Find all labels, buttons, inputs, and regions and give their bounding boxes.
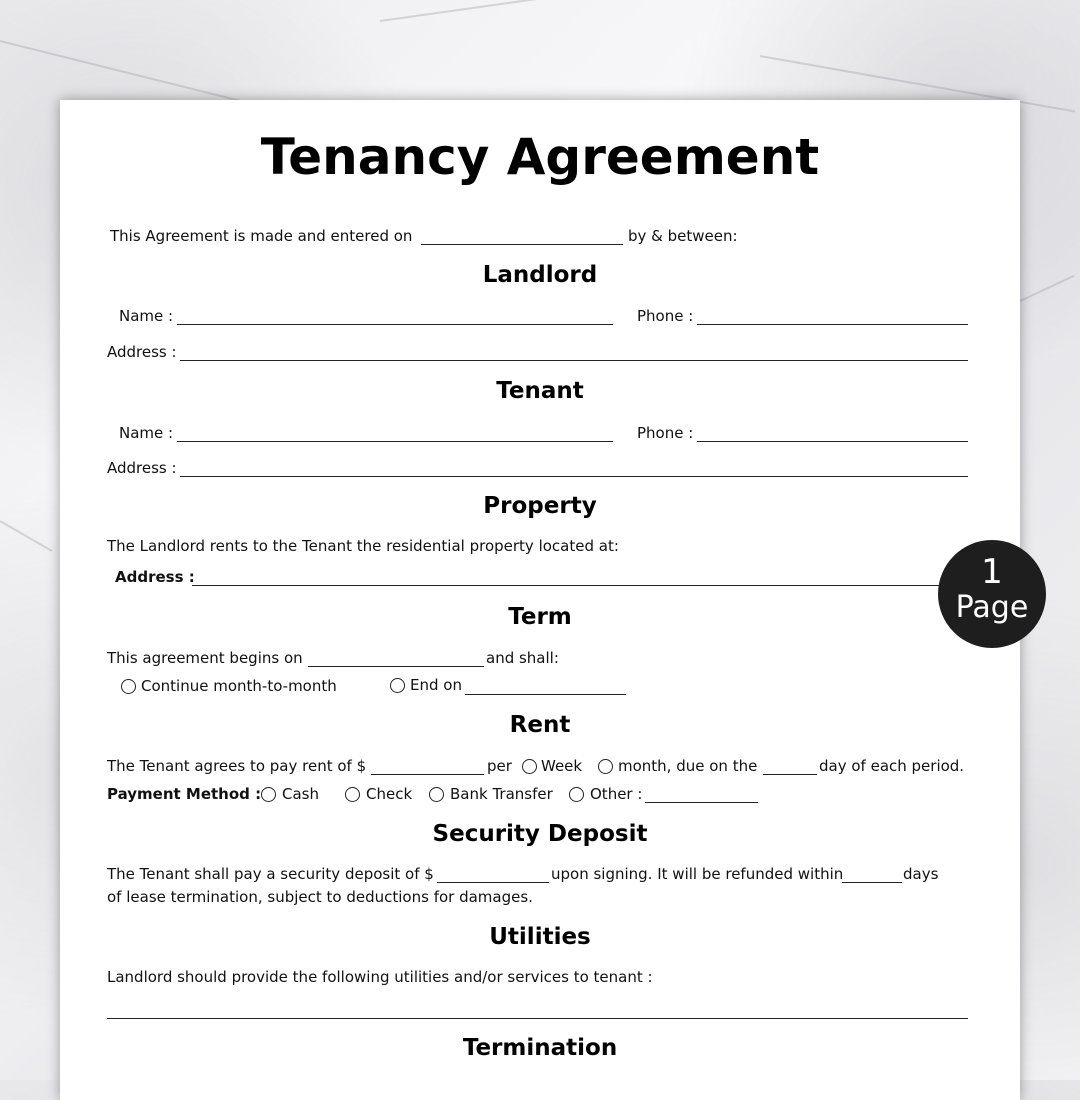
landlord-name-field[interactable] — [177, 324, 613, 325]
rent-heading: Rent — [509, 712, 571, 738]
property-address-label: Address : — [115, 568, 195, 586]
month-to-month-radio[interactable] — [121, 679, 136, 694]
rent-amount-field[interactable] — [371, 774, 484, 775]
rent-due-day-field[interactable] — [763, 774, 817, 775]
cash-label: Cash — [282, 785, 319, 803]
property-text: The Landlord rents to the Tenant the residential property located at: — [107, 537, 619, 555]
refund-days-field[interactable] — [842, 882, 902, 883]
utilities-heading: Utilities — [489, 924, 591, 950]
bank-transfer-radio[interactable] — [429, 787, 444, 802]
cash-radio[interactable] — [261, 787, 276, 802]
deposit-text-a: The Tenant shall pay a security deposit of $ — [107, 865, 434, 883]
tenant-address-label: Address : — [107, 459, 177, 477]
agreement-date-field[interactable] — [421, 244, 623, 245]
tenant-name-label: Name : — [119, 424, 174, 442]
other-label: Other : — [590, 785, 643, 803]
page-count-number: 1 — [981, 552, 1003, 592]
rent-day-of-text: day of each period. — [819, 757, 965, 775]
month-to-month-label: Continue month-to-month — [141, 677, 337, 695]
other-method-field[interactable] — [645, 802, 758, 803]
term-heading: Term — [508, 604, 572, 630]
month-radio[interactable] — [598, 759, 613, 774]
page-count-label: Page — [955, 590, 1029, 625]
week-label: Week — [541, 757, 583, 775]
deposit-amount-field[interactable] — [437, 882, 549, 883]
marble-vein — [380, 0, 677, 22]
landlord-phone-label: Phone : — [637, 307, 694, 325]
term-begins-text: This agreement begins on — [107, 649, 303, 667]
property-heading: Property — [483, 493, 597, 519]
term-start-date-field[interactable] — [308, 666, 484, 667]
intro-text: This Agreement is made and entered on — [110, 227, 413, 245]
landlord-phone-field[interactable] — [697, 324, 968, 325]
term-end-date-field[interactable] — [465, 694, 626, 695]
rent-per-text: per — [487, 757, 512, 775]
deposit-text-b: upon signing. It will be refunded within — [551, 865, 844, 883]
landlord-heading: Landlord — [482, 262, 598, 288]
marble-vein — [0, 520, 52, 552]
payment-method-label: Payment Method : — [107, 785, 262, 803]
property-address-field[interactable] — [192, 585, 940, 586]
end-on-radio[interactable] — [390, 678, 405, 693]
landlord-address-label: Address : — [107, 343, 177, 361]
term-and-shall-text: and shall: — [486, 649, 559, 667]
deposit-text-c: days — [903, 865, 939, 883]
week-radio[interactable] — [522, 759, 537, 774]
month-due-label: month, due on the — [618, 757, 758, 775]
tenant-phone-label: Phone : — [637, 424, 694, 442]
deposit-text-line2: of lease termination, subject to deductions for damages. — [107, 888, 533, 906]
tenant-address-field[interactable] — [180, 476, 968, 477]
marble-vein — [1020, 275, 1075, 302]
termination-heading: Termination — [462, 1035, 618, 1061]
bank-transfer-label: Bank Transfer — [450, 785, 553, 803]
page-count-badge — [938, 540, 1046, 648]
marble-vein — [0, 40, 253, 105]
check-radio[interactable] — [345, 787, 360, 802]
security-deposit-heading: Security Deposit — [432, 821, 648, 847]
utilities-text: Landlord should provide the following utilities and/or services to tenant : — [107, 968, 653, 986]
rent-pay-text: The Tenant agrees to pay rent of $ — [107, 757, 367, 775]
other-radio[interactable] — [569, 787, 584, 802]
tenant-heading: Tenant — [496, 378, 584, 404]
tenant-name-field[interactable] — [177, 441, 613, 442]
document-title: Tenancy Agreement — [260, 128, 820, 186]
utilities-field[interactable] — [107, 1018, 968, 1019]
landlord-name-label: Name : — [119, 307, 174, 325]
end-on-label: End on — [410, 676, 462, 694]
tenant-phone-field[interactable] — [697, 441, 968, 442]
landlord-address-field[interactable] — [180, 360, 968, 361]
intro-text-after: by & between: — [628, 227, 738, 245]
check-label: Check — [366, 785, 413, 803]
document-sheet — [60, 100, 1020, 1100]
